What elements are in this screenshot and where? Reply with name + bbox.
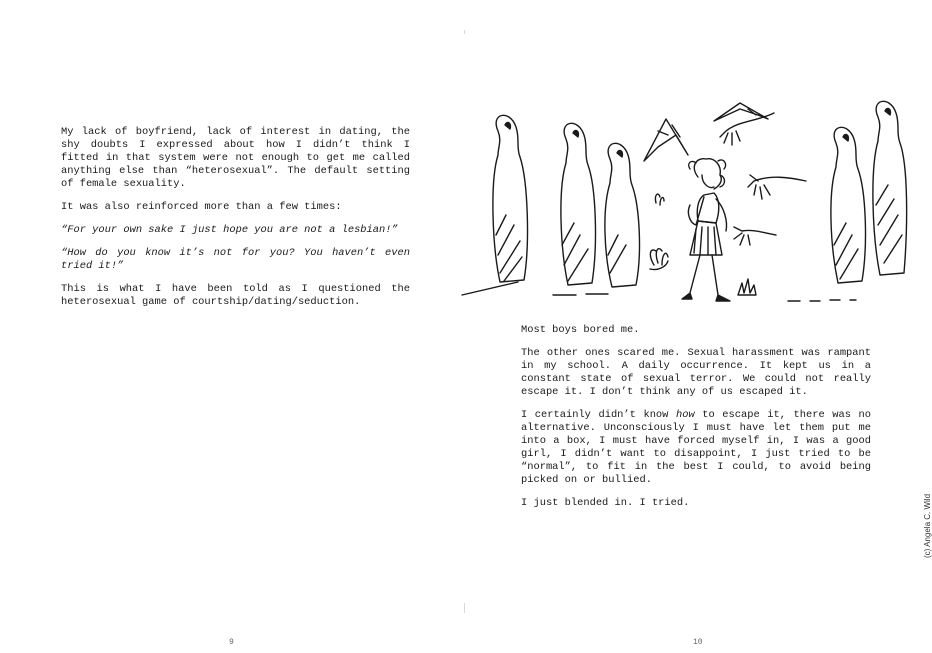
- silhouette-figure-3: [605, 143, 640, 287]
- paragraph-boyfriend: My lack of boyfriend, lack of interest in dating, the shy doubts I expressed about how I didn’t think I fitted in that system were not enough to get me called anything else than “heterosexual”. The default setting of female sexuality.: [61, 126, 410, 190]
- ground-line: [462, 282, 856, 301]
- paragraph-harassment: The other ones scared me. Sexual harassment was rampant in my school. A daily occurrence. It kept us in a constant state of sexual terror. We could not really escape it. I don’t think any of us escaped it.: [521, 347, 871, 398]
- paragraph-escape-before: I certainly didn’t know: [521, 409, 676, 421]
- silhouette-figure-5: [873, 101, 907, 275]
- quote-tried: “How do you know it’s not for you? You haven’t even tried it!”: [61, 247, 410, 272]
- paragraph-questioned: This is what I have been told as I questioned the heterosexual game of courtship/dating/seduction.: [61, 283, 410, 308]
- left-page: [0, 0, 465, 653]
- page-number-left: 9: [229, 638, 234, 647]
- paragraph-escape-after: to escape it, there was no alternative. Unconsciously I must have let them put me into a box, I must have forced myself in, I was a good girl, I didn’t want to disappoint, I just tried to be “normal”, to fit in the best I could, to avoid being picked on or bullied.: [521, 409, 872, 486]
- grabbing-hand-mid: [748, 175, 806, 199]
- paragraph-blended: I just blended in. I tried.: [521, 497, 690, 509]
- girl-figure: [682, 159, 730, 301]
- mountain-shapes: [644, 103, 768, 161]
- paragraph-escape-emphasis: how: [675, 409, 695, 421]
- paragraph-escape: [521, 409, 871, 487]
- paragraph-boys-bored: Most boys bored me.: [521, 324, 640, 336]
- copyright-credit: (c) Angela C. Wild: [923, 493, 932, 558]
- silhouette-figure-1: [493, 115, 528, 282]
- grabbing-hand-left-low: [650, 249, 668, 270]
- grabbing-hand-low: [734, 227, 776, 245]
- paragraph-reinforced: It was also reinforced more than a few times:: [61, 201, 342, 213]
- left-page-text: [61, 126, 410, 319]
- page-number-right: 10: [693, 638, 703, 647]
- silhouette-figure-2: [561, 123, 596, 285]
- school-illustration: [458, 95, 908, 335]
- quote-lesbian: “For your own sake I just hope you are not a lesbian!”: [61, 224, 398, 236]
- right-page-text: [521, 324, 871, 520]
- silhouette-figure-4: [831, 127, 866, 283]
